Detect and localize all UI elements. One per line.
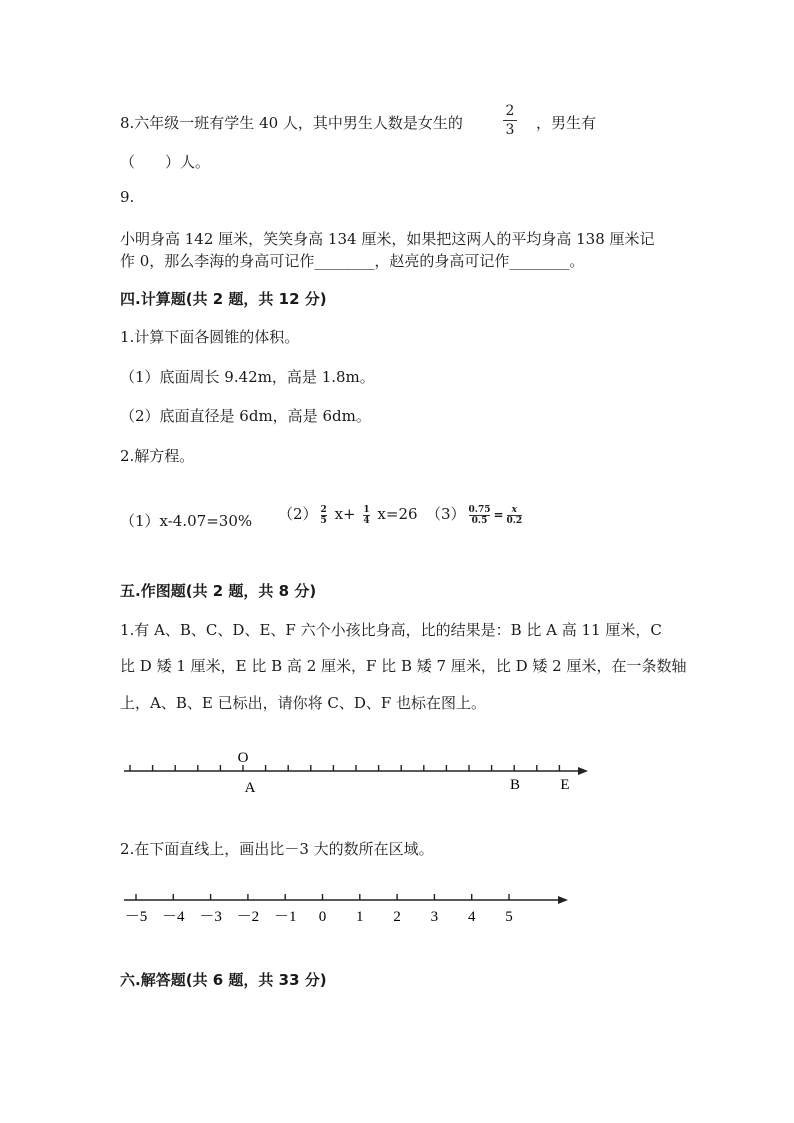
eq3-l-num: 0.75 — [468, 504, 491, 515]
q8-line2: （ ）人。 — [120, 153, 211, 171]
axis-2-label: 5 — [505, 909, 513, 925]
axis-2-label: －3 — [199, 909, 222, 925]
q8-frac-den: 3 — [505, 122, 515, 138]
axis-2-label: 1 — [356, 909, 364, 925]
section5-q2: 2.在下面直线上，画出比－3 大的数所在区域。 — [120, 840, 434, 858]
section4-q1-b: （2）底面直径是 6dm，高是 6dm。 — [120, 407, 371, 425]
axis-2-label: 3 — [430, 909, 439, 925]
axis-2-label: 0 — [318, 909, 327, 925]
axis-1-label-a: A — [244, 780, 256, 796]
axis-1-arrow — [578, 767, 588, 775]
axis-2-label: －4 — [162, 909, 185, 925]
section5-q1-line3: 上，A、B、E 已标出，请你将 C、D、F 也标在图上。 — [120, 694, 487, 712]
q8-suffix: ，男生有 — [536, 114, 597, 132]
section4-q2: 2.解方程。 — [120, 447, 195, 465]
number-line-2 — [110, 885, 580, 935]
q8-fraction — [503, 103, 517, 138]
number-line-1 — [110, 740, 600, 800]
eq2-fraction-2 — [363, 505, 369, 526]
axis-1-label-b: B — [509, 777, 521, 793]
axis-2-ticks — [136, 894, 509, 900]
axis-2-labels — [125, 909, 513, 925]
axis-1-ticks — [130, 765, 559, 771]
eq3-l-den: 0.5 — [469, 515, 491, 526]
axis-2-label: －1 — [273, 909, 297, 925]
q9-line2: 作 0，那么李海的身高可记作________，赵亮的身高可记作________。 — [120, 252, 585, 270]
axis-2-label: 4 — [467, 909, 476, 925]
q9-line1: 小明身高 142 厘米，笑笑身高 134 厘米，如果把这两人的平均身高 138 厘米记 — [120, 230, 655, 248]
eq3-r-den: 0.2 — [506, 515, 523, 526]
axis-2-label: －5 — [124, 909, 148, 925]
eq3-r-num: x — [511, 504, 518, 515]
eq2-f1-den: 5 — [320, 515, 327, 526]
section5-q1-line1: 1.有 A、B、C、D、E、F 六个小孩比身高，比的结果是：B 比 A 高 11 厘米，C — [120, 621, 662, 639]
axis-1-label-o: O — [237, 750, 249, 766]
eq3-fraction-right — [507, 505, 523, 526]
section4-title: 四.计算题(共 2 题，共 12 分) — [120, 290, 327, 308]
eq3-prefix: （3） — [426, 505, 466, 523]
eq2-f1-num: 2 — [320, 504, 327, 515]
q8-frac-bar — [503, 120, 517, 121]
eq2-mid: x+ — [329, 505, 361, 523]
section6-title: 六.解答题(共 6 题，共 33 分) — [120, 971, 327, 989]
equation-3 — [426, 503, 525, 526]
axis-2-arrow — [558, 896, 568, 904]
q9-number: 9. — [120, 188, 135, 206]
axis-1-label-e: E — [560, 777, 570, 793]
section5-title: 五.作图题(共 2 题，共 8 分) — [120, 582, 317, 600]
section4-q1-a: （1）底面周长 9.42m，高是 1.8m。 — [120, 368, 375, 386]
q8-frac-num: 2 — [505, 103, 515, 119]
section4-q1: 1.计算下面各圆锥的体积。 — [120, 328, 300, 346]
eq2-fraction-1 — [321, 505, 327, 526]
eq2-prefix: （2） — [278, 505, 318, 523]
axis-2-label: 2 — [393, 909, 401, 925]
eq2-f2-num: 1 — [363, 504, 370, 515]
eq2-suffix: x=26 — [372, 505, 418, 523]
axis-2-label: －2 — [236, 909, 260, 925]
section5-q1-line2: 比 D 矮 1 厘米，E 比 B 高 2 厘米，F 比 B 矮 7 厘米，比 D 矮 2 厘米，在一条数轴 — [120, 657, 687, 675]
q8-prefix: 8.六年级一班有学生 40 人，其中男生人数是女生的 — [120, 114, 463, 132]
eq3-equals: = — [493, 508, 504, 522]
equation-1: （1）x-4.07=30% — [120, 512, 253, 530]
eq3-fraction-left — [469, 505, 491, 526]
eq2-f2-den: 4 — [363, 515, 370, 526]
equation-2 — [278, 503, 418, 526]
